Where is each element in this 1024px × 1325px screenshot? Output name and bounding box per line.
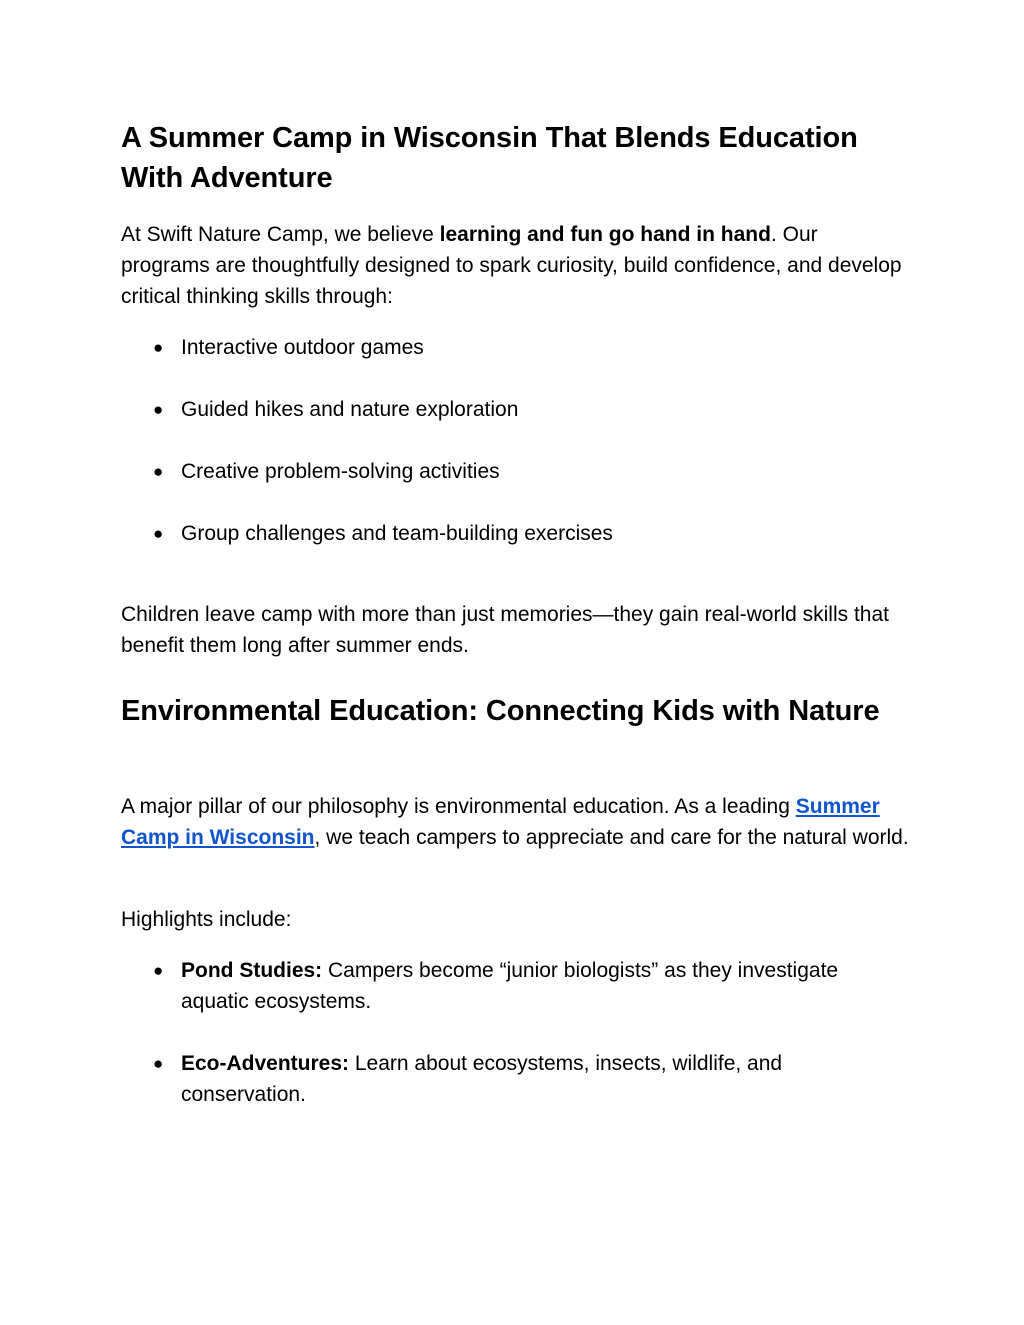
environment-paragraph: [121, 791, 911, 853]
section-1-heading: A Summer Camp in Wisconsin That Blends Education With Adventure: [121, 122, 858, 194]
intro-text-start: At Swift Nature Camp, we believe: [121, 223, 440, 246]
highlight-title: Eco-Adventures:: [181, 1052, 350, 1075]
highlights-label: Highlights include:: [121, 908, 292, 931]
list-item-text: Creative problem-solving activities: [181, 460, 500, 483]
list-item-text: Group challenges and team-building exercises: [181, 522, 613, 545]
intro-emphasis: learning and fun go hand in hand: [439, 223, 771, 246]
list-item-text: Interactive outdoor games: [181, 336, 424, 359]
list-item: [153, 955, 901, 1017]
summer-camp-link[interactable]: Summer Camp in Wisconsin: [121, 795, 880, 849]
highlight-text: Learn about ecosystems, insects, wildlife, and conservation.: [181, 1052, 783, 1106]
list-item: [153, 332, 901, 363]
environment-text-start: A major pillar of our philosophy is environmental education. As a leading: [121, 795, 796, 818]
list-item: [153, 518, 901, 549]
bullet-icon: ●: [153, 338, 164, 357]
closing-paragraph: Children leave camp with more than just memories—they gain real-world skills that benefit them long after summer ends.: [121, 603, 889, 657]
section-2-heading: Environmental Education: Connecting Kids with Nature: [121, 695, 880, 727]
list-item-text: Guided hikes and nature exploration: [181, 398, 519, 421]
highlight-title: Pond Studies:: [181, 959, 323, 982]
highlight-text: Campers become “junior biologists” as they investigate aquatic ecosystems.: [181, 959, 839, 1013]
bullet-icon: ●: [153, 1054, 164, 1073]
bullet-icon: ●: [153, 400, 164, 419]
environment-text-end: , we teach campers to appreciate and care for the natural world.: [314, 826, 909, 849]
bullet-icon: ●: [153, 961, 164, 980]
bullet-icon: ●: [153, 524, 164, 543]
intro-paragraph: [121, 219, 911, 312]
list-item: [153, 456, 901, 487]
list-item: [153, 394, 901, 425]
intro-text-end: . Our programs are thoughtfully designed to spark curiosity, build confidence, and develop critical thinking skills through:: [121, 223, 902, 308]
bullet-icon: ●: [153, 462, 164, 481]
list-item: [153, 1048, 901, 1110]
